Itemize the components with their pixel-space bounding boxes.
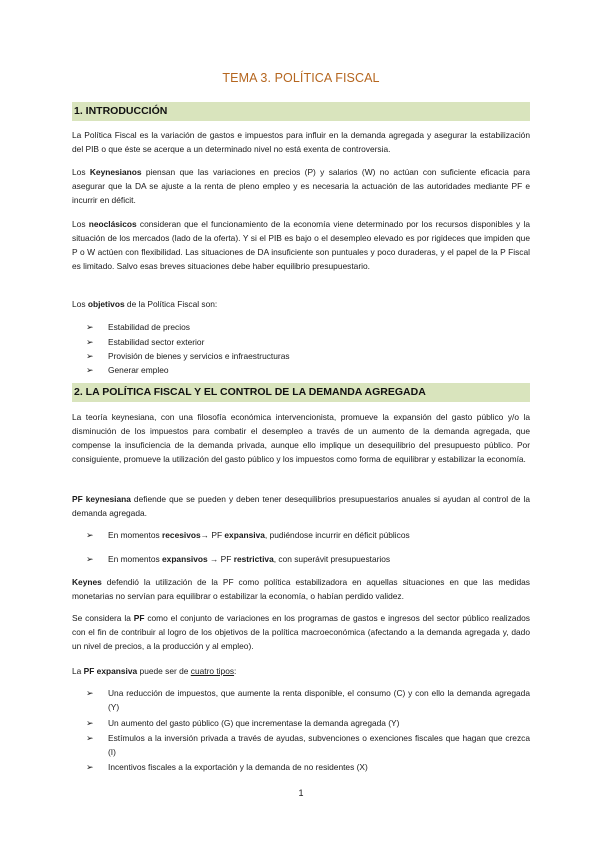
list-item-recesivos: ➢ En momentos recesivos→ PF expansiva, pudiéndose incurrir en déficit públicos — [86, 530, 410, 540]
paragraph-pf-definicion: Se considera la PF como el conjunto de variaciones en los programas de gastos e ingresos del sector público realizados con el fin de contribuir al logro de los objetivos de la política macroeconómica (afectando a la demanda agregada y, dado un nivel de precios, a la producción y al empleo). — [72, 613, 530, 651]
list-item: ➢ Provisión de bienes y servicios e infraestructuras — [86, 351, 290, 361]
document-title: TEMA 3. POLÍTICA FISCAL — [222, 71, 380, 85]
arrow-bullet-icon: ➢ — [86, 322, 94, 332]
section-heading-politica-fiscal: 2. LA POLÍTICA FISCAL Y EL CONTROL DE LA DEMANDA AGREGADA — [72, 383, 530, 402]
list-item: ➢ Incentivos fiscales a la exportación y la demanda de no residentes (X) — [86, 762, 368, 772]
paragraph-neoclasicos: Los neoclásicos consideran que el funcionamiento de la economía viene determinado por los recursos disponibles y la situación de los mercados (lado de la oferta). Y si el PIB es bajo o el desempleo elevado es por rigideces que impiden que P o W actúen con flexibilidad. Las situaciones de DA insuficiente son puntuales y poco duraderas, y el papel de la P Fiscal es limitado. Salvo esas breves situaciones debe haber equilibrio presupuestario. — [72, 219, 530, 271]
paragraph-teoria-keynesiana: La teoría keynesiana, con una filosofía económica intervencionista, promueve la expansión del gasto público y/o la disminución de los impuestos para combatir el desempleo a través de un aumento de la demanda agregada, que compense la insuficiencia de la demanda privada, aunque ello implique un desequilibrio del presupuesto público. Por consiguiente, promueve la utilización del gasto público y los impuestos como forma de equilibrar y estabilizar la economía. — [72, 412, 530, 464]
arrow-bullet-icon: ➢ — [86, 688, 94, 698]
list-item-expansivos: ➢ En momentos expansivos → PF restrictiva, con superávit presupuestarios — [86, 554, 391, 564]
arrow-bullet-icon: ➢ — [86, 718, 94, 728]
paragraph-objetivos: Los objetivos de la Política Fiscal son: — [72, 299, 218, 309]
page-number: 1 — [298, 788, 304, 798]
paragraph-keynesianos: Los Keynesianos piensan que las variaciones en precios (P) y salarios (W) no actúan con suficiente eficacia para asegurar que la DA se ajuste a la renta de pleno empleo y es necesaria la actuación de las autoridades mediante PF e incurrir en déficit. — [72, 167, 530, 205]
list-item: ➢ Una reducción de impuestos, que aumente la renta disponible, el consumo (C) y con ello la demanda agregada (Y) — [86, 688, 530, 712]
list-item: ➢ Estabilidad de precios — [86, 322, 190, 332]
arrow-bullet-icon: ➢ — [86, 365, 94, 375]
paragraph-pf-expansiva: La PF expansiva puede ser de cuatro tipos: — [72, 666, 237, 676]
arrow-bullet-icon: ➢ — [86, 733, 94, 743]
arrow-bullet-icon: ➢ — [86, 762, 94, 772]
list-item: ➢ Un aumento del gasto público (G) que incrementase la demanda agregada (Y) — [86, 718, 400, 728]
list-item: ➢ Estímulos a la inversión privada a través de ayudas, subvenciones o exenciones fiscales que hagan que crezca (I) — [86, 733, 530, 757]
list-item: ➢ Estabilidad sector exterior — [86, 337, 205, 347]
arrow-bullet-icon: ➢ — [86, 554, 94, 564]
section-heading-introduccion: 1. INTRODUCCIÓN — [72, 102, 530, 121]
paragraph-keynes: Keynes defendió la utilización de la PF como política estabilizadora en aquellas situaciones en que las medidas monetarias no servían para equilibrar o estabilizar la economía, o habían perdido validez. — [72, 577, 530, 601]
paragraph-pf-keynesiana: PF keynesiana defiende que se pueden y deben tener desequilibrios presupuestarios anuales si ayudan al control de la demanda agregada. — [72, 494, 530, 518]
arrow-bullet-icon: ➢ — [86, 337, 94, 347]
arrow-bullet-icon: ➢ — [86, 530, 94, 540]
arrow-bullet-icon: ➢ — [86, 351, 94, 361]
list-item: ➢ Generar empleo — [86, 365, 169, 375]
paragraph: La Política Fiscal es la variación de gastos e impuestos para influir en la demanda agregada y asegurar la estabilización del PIB o que éste se acerque a un determinado nivel no está exenta de controversia. — [72, 130, 530, 154]
